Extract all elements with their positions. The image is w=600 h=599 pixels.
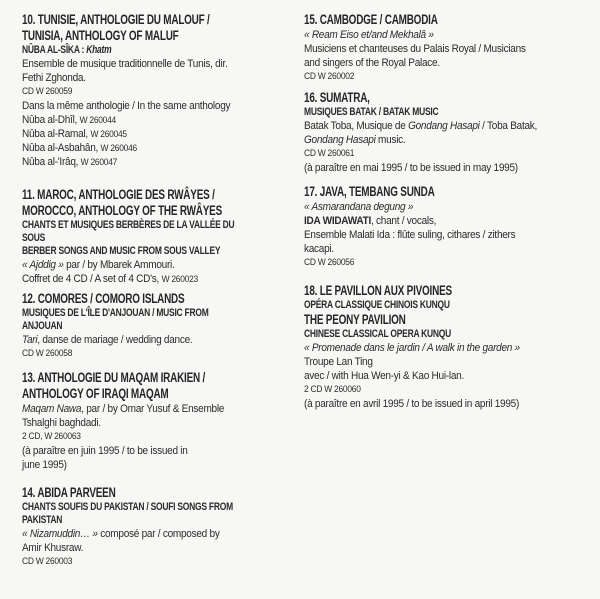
entry-11 [22,187,312,286]
entry-title [22,291,225,307]
text-segment: CD W 260003 [22,556,73,567]
entry-title [304,12,507,28]
entry-subtitle [22,514,254,527]
entry-subtitle [22,219,254,232]
entry-18 [304,283,594,411]
entry-text [304,355,559,369]
text-segment: (à paraître en mai 1995 / to be issued in may 1995) [304,162,518,174]
text-segment: and singers of the Royal Palace. [304,57,440,69]
text-segment: Ensemble de musique traditionnelle de Tunis, dir. [22,58,228,70]
text-segment: 14. ABIDA PARVEEN [22,485,116,501]
entry-title [22,203,225,219]
catalog-number [304,70,559,84]
text-segment: 18. LE PAVILLON AUX PIVOINES [304,283,452,299]
text-segment: « Promenade dans le jardin / A walk in the garden » [304,342,520,354]
entry-text [304,119,559,133]
text-segment: W 260047 [80,157,118,168]
text-segment: MOROCCO, ANTHOLOGY OF THE RWÂYES [22,203,223,219]
text-segment: Gondang Hasapi [304,134,376,146]
text-segment: OPÉRA CLASSIQUE CHINOIS KUNQU [304,299,450,311]
text-segment: 12. COMORES / COMORO ISLANDS [22,291,185,307]
text-segment: W 260046 [100,143,137,154]
entry-text [22,458,277,472]
text-segment: IDA WIDAWATI [304,215,371,227]
entry-text [22,272,277,286]
text-segment: CD W 260056 [304,257,355,268]
entry-text [304,397,559,411]
text-segment: W 260045 [90,129,127,140]
text-segment: 15. CAMBODGE / CAMBODIA [304,12,438,28]
text-segment: Gondang Hasapi [408,120,480,132]
entry-subtitle [22,307,254,320]
entry-text [304,42,559,56]
entry-text [304,200,559,214]
entry-10 [22,12,312,169]
text-segment: Amir Khusraw. [22,542,84,554]
entry-13 [22,370,312,472]
entry-text [304,133,559,147]
text-segment: Khatm [86,44,112,56]
text-segment: Maqam Nawa [22,403,82,415]
text-segment: NÛBA AL-SÎKA : [22,44,87,56]
text-segment: TUNISIA, ANTHOLOGY OF MALUF [22,28,179,44]
text-segment: ANJOUAN [22,320,63,332]
catalog-number [22,85,277,99]
catalog-number [22,347,277,361]
text-segment: Troupe Lan Ting [304,356,373,368]
text-segment: W 260023 [161,274,198,285]
text-segment: CHANTS ET MUSIQUES BERBÈRES DE LA VALLÉE DU [22,219,235,231]
text-segment: PAKISTAN [22,514,63,526]
text-segment: 2 CD, W 260063 [22,431,81,442]
entry-title [22,386,225,402]
text-segment: « Ream Eiso et/and Mekhalâ » [304,29,434,41]
entry-subtitle [304,299,536,312]
entry-title [22,12,225,28]
entry-title [22,28,225,44]
entry-subtitle [22,232,254,245]
entry-text [304,228,559,242]
text-segment: Musiciens et chanteuses du Palais Royal / Musicians [304,43,526,55]
entry-text [304,242,559,256]
text-segment: Coffret de 4 CD / A set of 4 CD's, [22,273,162,285]
text-segment: par / by Mbarek Ammouri. [63,259,175,271]
entry-text [22,258,277,272]
text-segment: june 1995) [22,459,67,471]
entry-title [22,187,225,203]
text-segment: CD W 260058 [22,348,73,359]
text-segment: Ensemble Malati Ida : flûte suling, cithares / zithers [304,229,516,241]
entry-text [304,369,559,383]
text-segment: CD W 260002 [304,71,355,82]
text-segment: Nûba al-Ramal, [22,128,91,140]
text-segment: (à paraître en juin 1995 / to be issued in [22,445,188,457]
entry-text [304,214,559,228]
text-segment: 2 CD W 260060 [304,384,361,395]
entry-14 [22,485,312,569]
entry-text [22,141,277,155]
entry-title [304,90,507,106]
entry-title [304,283,507,299]
entry-text [304,161,559,175]
entry-text [22,444,277,458]
entry-text [22,99,277,113]
catalog-number [304,383,559,397]
text-segment: , par / by Omar Yusuf & Ensemble [81,403,225,415]
entry-title [304,312,507,328]
text-segment: Dans la même anthologie / In the same anthology [22,100,231,112]
entry-text [304,341,559,355]
entry-text [22,333,277,347]
entry-text [22,57,277,71]
entry-15 [304,12,594,84]
text-segment: ANTHOLOGY OF IRAQI MAQAM [22,386,169,402]
entry-subtitle [22,320,254,333]
entry-subtitle [304,328,536,341]
text-segment: W 260044 [79,115,116,126]
text-segment: MUSIQUES DE L'ÎLE D'ANJOUAN / MUSIC FROM [22,307,209,319]
text-segment: Fethi Zghonda. [22,72,86,84]
text-segment: 10. TUNISIE, ANTHOLOGIE DU MALOUF / [22,12,210,28]
text-segment: , danse de mariage / wedding dance. [37,334,193,346]
text-segment: « Ajddig » [22,259,64,271]
text-segment: Nûba al-'Irâq, [22,156,81,168]
text-segment: 11. MAROC, ANTHOLOGIE DES RWÂYES / [22,187,215,203]
entry-16 [304,90,594,175]
entry-subtitle [22,245,254,258]
text-segment: BERBER SONGS AND MUSIC FROM SOUS VALLEY [22,245,221,257]
text-segment: 16. SUMATRA, [304,90,370,106]
entry-text [22,402,277,416]
text-segment: CD W 260061 [304,148,355,159]
entry-text [22,71,277,85]
text-segment: (à paraître en avril 1995 / to be issued in april 1995) [304,398,520,410]
text-segment: , chant / vocals, [370,215,437,227]
text-segment: kacapi. [304,243,334,255]
text-segment: MUSIQUES BATAK / BATAK MUSIC [304,106,439,118]
text-segment: CHANTS SOUFIS DU PAKISTAN / SOUFI SONGS FROM [22,501,233,513]
entry-text [22,541,277,555]
text-segment: THE PEONY PAVILION [304,312,406,328]
entry-17 [304,184,594,270]
entry-subtitle [22,501,254,514]
text-segment: Nûba al-Asbahân, [22,142,101,154]
text-segment: Batak Toba, Musique de [304,120,409,132]
entry-subtitle [22,44,254,57]
text-segment: « Nizamuddin… » [22,528,98,540]
entry-text [22,155,277,169]
catalog-number [304,147,559,161]
catalog-number [22,555,277,569]
entry-text [304,56,559,70]
catalog-number [22,430,277,444]
entry-text [22,113,277,127]
entry-12 [22,291,312,361]
text-segment: Tshalghi baghdadi. [22,417,101,429]
entry-subtitle [304,106,536,119]
text-segment: SOUS [22,232,46,244]
entry-text [22,416,277,430]
entry-text [304,28,559,42]
text-segment: music. [375,134,406,146]
entry-text [22,127,277,141]
text-segment: « Asmarandana degung » [304,201,414,213]
text-segment: composé par / composed by [97,528,220,540]
text-segment: Tari [22,334,38,346]
entry-title [22,485,225,501]
catalog-number [304,256,559,270]
text-segment: 17. JAVA, TEMBANG SUNDA [304,184,435,200]
text-segment: 13. ANTHOLOGIE DU MAQAM IRAKIEN / [22,370,206,386]
entry-title [22,370,225,386]
entry-title [304,184,507,200]
text-segment: avec / with Hua Wen-yi & Kao Hui-lan. [304,370,464,382]
text-segment: / Toba Batak, [479,120,538,132]
text-segment: Nûba al-Dhîl, [22,114,80,126]
text-segment: CD W 260059 [22,86,73,97]
entry-text [22,527,277,541]
text-segment: CHINESE CLASSICAL OPERA KUNQU [304,328,452,340]
